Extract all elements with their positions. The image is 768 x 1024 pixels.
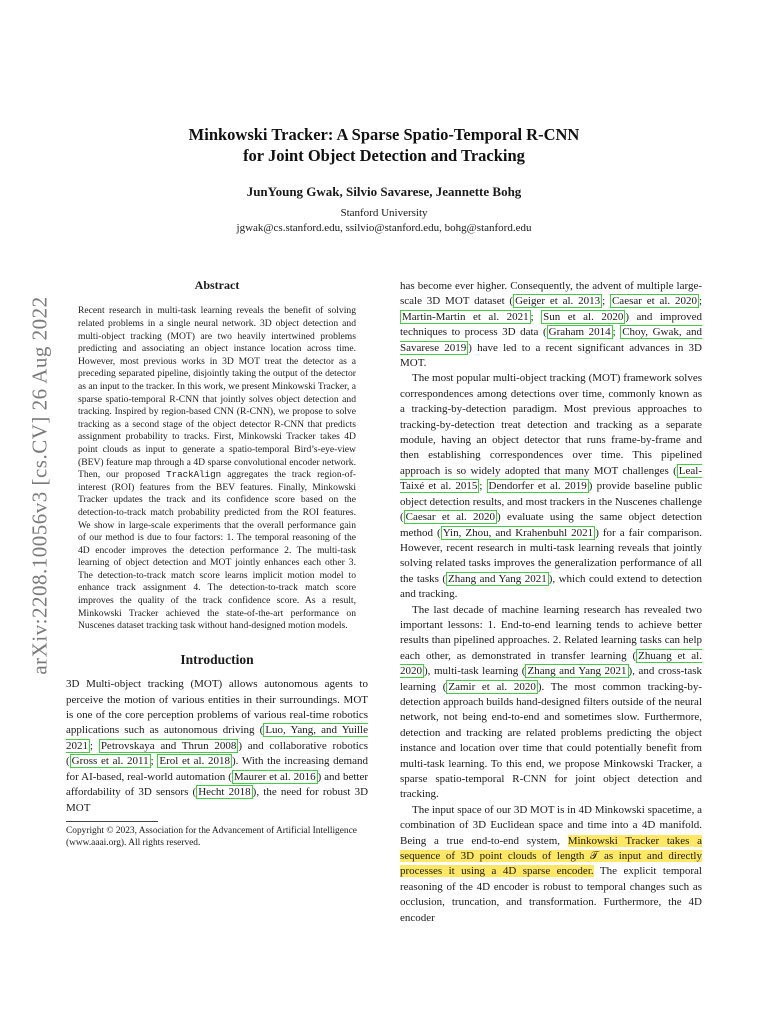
body-text: has become ever higher. Consequently, the advent of multiple large-scale 3D MOT dataset (: [400, 280, 702, 308]
citation-link[interactable]: Petrovskaya and Thrun 2008: [100, 739, 237, 752]
body-paragraph-4: [400, 803, 702, 926]
body-text: The last decade of machine learning research has revealed two important lessons: 1. End-to-end learning tends to achieve better results than pipelined approaches. 2. Related learning tasks can help each other, as demonstrated in transfer learning (: [400, 603, 702, 662]
citation-link[interactable]: Zhang and Yang 2021: [448, 572, 547, 585]
body-text: ;: [479, 480, 487, 493]
citation-link[interactable]: Sun et al. 2020: [543, 310, 624, 323]
author-emails: jgwak@cs.stanford.edu, ssilvio@stanford.edu, bohg@stanford.edu: [236, 222, 532, 234]
body-text: ;: [602, 295, 610, 308]
arxiv-id-text: arXiv:2208.10056v3 [cs.CV] 26 Aug 2022: [27, 295, 52, 675]
citation-link[interactable]: Caesar et al. 2020: [405, 511, 496, 524]
body-paragraph-1: [400, 279, 702, 371]
affiliation-block: [100, 206, 668, 236]
intro-text: ) and better affordability of 3D sensors (: [66, 770, 368, 799]
citation-link[interactable]: Hecht 2018: [198, 786, 251, 799]
citation-link[interactable]: Zhuang et al. 2020: [400, 649, 702, 678]
citation-link[interactable]: Dendorfer et al. 2019: [488, 480, 587, 493]
citation-link[interactable]: Zhang and Yang 2021: [527, 665, 627, 678]
body-text: ). The most common tracking-by-detection approach builds hand-designed filters outside of the neural network, not being end-to-end and sometimes slow. Furthermore, detection and tracking are related problems predicting the object instance and location over time that could potentially benefit from multi-task learning. To this end, we propose Minkowski Tracker, a sparse spatio-temporal R-CNN for joint object detection and tracking.: [400, 680, 702, 801]
abstract-text-part-2: aggregates the track region-of-interest (ROI) features from the BEV features. Finally, Minkowski Tracker updates the track and its confidence score based on the detection-to-track match probability predicted from the ROI features. We show in large-scale experiments that the overall performance gain of our method is due to four factors: 1. The temporal reasoning of the 4D encoder improves the detection performance 2. The multi-task learning of object detection and MOT jointly enhances each other 3. The detection-to-track match score learns implicit motion model to enhance track assignment 4. The detection-to-track match score improves the quality of the track confidence score. As a result, Minkowski Tracker achieved the state-of-the-art performance on Nuscenes dataset tracking task without hand-designed motion models.: [78, 469, 356, 632]
abstract-text-part-1: Recent research in multi-task learning reveals the benefit of solving related problems in a single neural network. 3D object detection and multi-object tracking (MOT) are two heavily intertwined problems predicting and associating an object instance location across time. However, most previous works in 3D MOT treat the detector as a preceding separated pipeline, disjointly taking the output of the detector as an input to the tracker. In this work, we present Minkowski Tracker, a sparse spatio-temporal R-CNN that jointly solves object detection and tracking. Inspired by region-based CNN (R-CNN), we propose to solve tracking as a second stage of the object detector R-CNN that predicts assignment probability to tracks. First, Minkowski Tracker takes 4D point clouds as input to generate a spatio-temporal Bird’s-eye-view (BEV) feature map through a 4D sparse convolutional encoder network. Then, our proposed: [78, 305, 356, 481]
body-text: The input space of our 3D MOT is in 4D Minkowski spacetime, a combination of 3D Euclidean space and time into a 4D manifold. Being a true end-to-end system,: [400, 803, 702, 847]
body-paragraph-2: [400, 371, 702, 602]
body-text: ;: [698, 295, 703, 308]
citation-link[interactable]: Choy, Gwak, and Savarese 2019: [400, 326, 703, 354]
body-text: The explicit temporal reasoning of the 4D encoder is robust to temporal changes such as occlusion, truncation, and transformation. Furthermore, the 4D encoder: [400, 865, 702, 924]
introduction-heading: Introduction: [180, 651, 254, 667]
body-text: ), which could extend to detection and tracking.: [400, 572, 702, 601]
body-text: ), and cross-task learning (: [400, 665, 702, 693]
author-list: JunYoung Gwak, Silvio Savarese, Jeannette Bohg: [246, 184, 522, 199]
intro-text: ;: [150, 755, 158, 768]
arxiv-identifier-stamp: [20, 265, 60, 705]
body-text: ), multi-task learning (: [424, 665, 526, 678]
intro-text: ) and collaborative robotics (: [66, 739, 368, 768]
intro-text: ;: [90, 739, 99, 752]
citation-link[interactable]: Luo, Yang, and Yuille 2021: [66, 724, 368, 752]
paper-title: [100, 124, 668, 166]
body-text: ) have led to a recent significant advances in 3D MOT.: [400, 341, 702, 370]
abstract-heading: Abstract: [194, 278, 240, 292]
trackalign-code-term: TrackAlign: [166, 469, 222, 481]
citation-link[interactable]: Geiger et al. 2013: [515, 295, 601, 308]
right-column: [400, 279, 702, 926]
intro-text: ). With the increasing demand for AI-based, real-world automation (: [66, 755, 368, 783]
body-text: ) provide baseline public object detection results, and most trackers in the Nuscenes challenge (: [400, 480, 702, 524]
footnote-divider: [66, 821, 158, 822]
body-paragraph-3: [400, 603, 702, 803]
copyright-footnote: Copyright © 2023, Association for the Advancement of Artificial Intelligence (www.aaai.org). All rights reserved.: [66, 825, 357, 849]
body-text: ) evaluate using the same object detection method (: [400, 511, 702, 539]
body-text: ) for a fair comparison. However, recent research in multi-task learning reveals that jointly solving related tasks improves the generalization performance of all the tasks (: [400, 526, 702, 585]
citation-link[interactable]: Martin-Martin et al. 2021: [402, 310, 529, 323]
citation-link[interactable]: Maurer et al. 2016: [233, 770, 316, 783]
introduction-paragraph: [66, 677, 368, 816]
highlighted-sentence[interactable]: Minkowski Tracker takes a sequence of 3D point clouds of length 𝒯 as input and directly processes it using a 4D sparse encoder.: [400, 834, 702, 878]
intro-text: ), the need for robust 3D MOT: [66, 786, 369, 814]
citation-link[interactable]: Caesar et al. 2020: [611, 295, 697, 308]
body-text: ) and improved techniques to process 3D data (: [400, 310, 703, 339]
citation-link[interactable]: Erol et al. 2018: [159, 755, 231, 768]
citation-link[interactable]: Zamir et al. 2020: [448, 680, 536, 693]
intro-text: 3D Multi-object tracking (MOT) allows autonomous agents to perceive the motion of various entities in their surroundings. MOT is one of the core perception problems of various real-time robotics applications such as autonomous driving (: [66, 678, 368, 737]
abstract-body: [66, 305, 368, 632]
body-text: ;: [612, 326, 621, 339]
citation-link[interactable]: Yin, Zhou, and Krahenbuhl 2021: [442, 526, 594, 539]
left-column: [66, 278, 368, 850]
citation-link[interactable]: Leal-Taixé et al. 2015: [400, 464, 702, 493]
title-line-2: for Joint Object Detection and Tracking: [243, 146, 525, 165]
body-text: The most popular multi-object tracking (MOT) framework solves correspondences among detections over time, commonly known as a tracking-by-detection paradigm. Most previous approaches to tracking-by-detection treat detection and tracking as a separate module, having an object detector that runs frame-by-frame and then establishing correspondences over time. This pipelined approach is so widely adopted that many MOT challenges (: [400, 372, 702, 477]
body-text: ;: [530, 310, 542, 323]
citation-link[interactable]: Gross et al. 2011: [71, 755, 149, 768]
title-line-1: Minkowski Tracker: A Sparse Spatio-Temporal R-CNN: [188, 125, 580, 144]
citation-link[interactable]: Graham 2014: [548, 326, 611, 339]
affiliation: Stanford University: [340, 207, 428, 219]
